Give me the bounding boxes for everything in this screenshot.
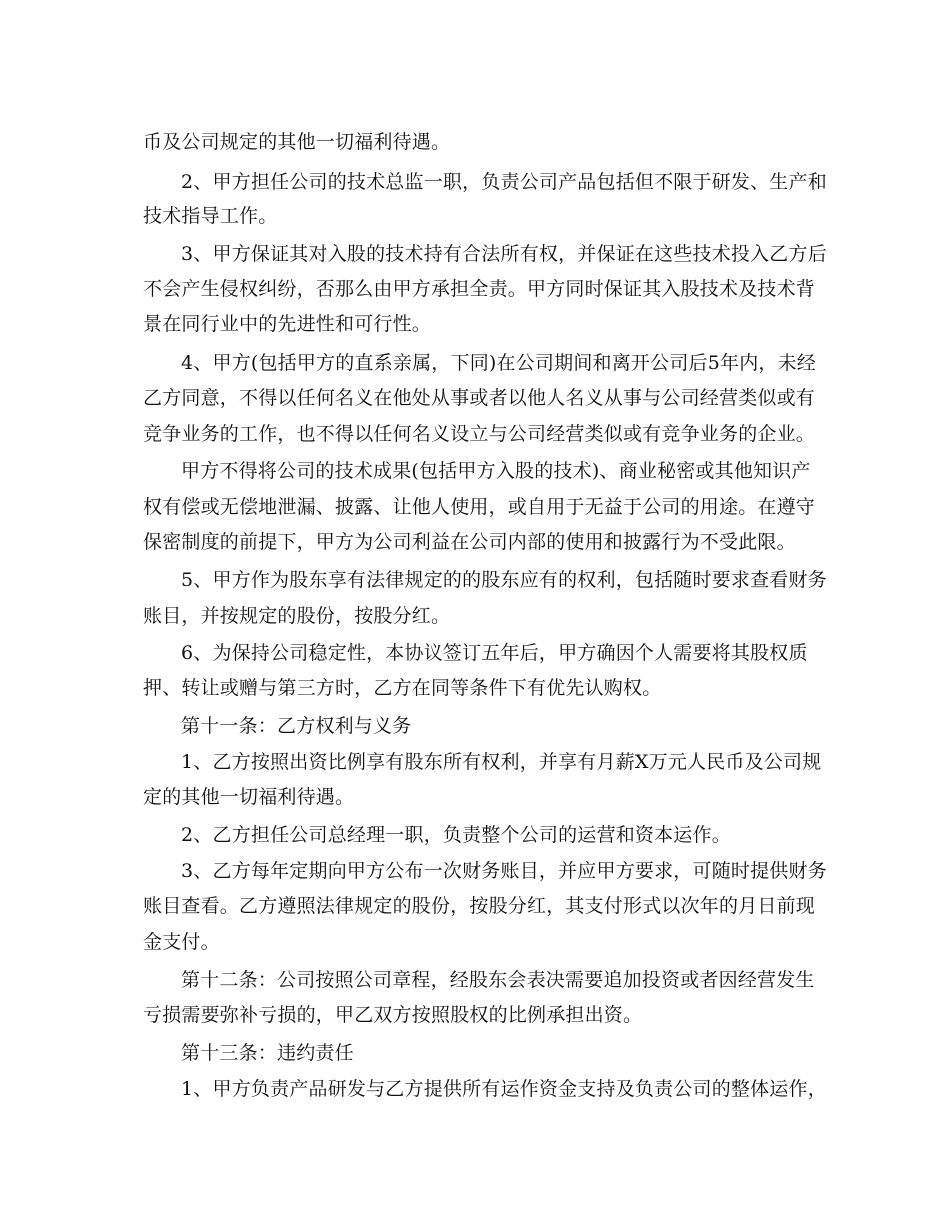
text-line: 币及公司规定的其他一切福利待遇。 bbox=[143, 131, 451, 153]
text-line: 3、乙方每年定期向甲方公布一次财务账目，并应甲方要求，可随时提供财务 bbox=[181, 860, 827, 882]
text-line: 金支付。 bbox=[143, 931, 220, 953]
text-line: 5、甲方作为股东享有法律规定的的股东应有的权利，包括随时要求查看财务 bbox=[181, 569, 827, 591]
text-line: 不会产生侵权纠纷，否那么由甲方承担全责。甲方同时保证其入股技术及技术背 bbox=[143, 278, 816, 300]
text-line: 甲方不得将公司的技术成果(包括甲方入股的技术)、商业秘密或其他知识产 bbox=[181, 460, 811, 482]
text-line: 4、甲方(包括甲方的直系亲属，下同)在公司期间和离开公司后5年内，未经 bbox=[181, 352, 817, 374]
text-line: 乙方同意，不得以任何名义在他处从事或者以他人名义从事与公司经营类似或有 bbox=[143, 387, 816, 409]
text-line: 账目，并按规定的股份，按股分红。 bbox=[143, 605, 451, 627]
text-line: 1、甲方负责产品研发与乙方提供所有运作资金支持及负责公司的整体运作， bbox=[181, 1078, 827, 1100]
text-line: 保密制度的前提下，甲方为公司利益在公司内部的使用和披露行为不受此限。 bbox=[143, 531, 796, 553]
text-line: 2、乙方担任公司总经理一职，负责整个公司的运营和资本运作。 bbox=[181, 824, 731, 846]
text-line: 6、为保持公司稳定性，本协议签订五年后，甲方确因个人需要将其股权质 bbox=[181, 642, 808, 664]
text-line: 定的其他一切福利待遇。 bbox=[143, 786, 355, 808]
section-heading: 第十三条：违约责任 bbox=[181, 1042, 354, 1064]
text-line: 2、甲方担任公司的技术总监一职，负责公司产品包括但不限于研发、生产和 bbox=[181, 171, 827, 193]
text-line: 技术指导工作。 bbox=[143, 205, 278, 227]
section-heading: 第十一条：乙方权利与义务 bbox=[181, 715, 412, 737]
section-heading: 第十二条：公司按照公司章程，经股东会表决需要追加投资或者因经营发生 bbox=[181, 969, 815, 991]
text-line: 亏损需要弥补亏损的，甲乙双方按照股权的比例承担出资。 bbox=[143, 1004, 643, 1026]
text-line: 账目查看。乙方遵照法律规定的股份，按股分红，其支付形式以次年的月日前现 bbox=[143, 895, 816, 917]
text-line: 权有偿或无偿地泄漏、披露、让他人使用，或自用于无益于公司的用途。在遵守 bbox=[143, 496, 816, 518]
text-line: 竞争业务的工作，也不得以任何名义设立与公司经营类似或有竞争业务的企业。 bbox=[143, 423, 816, 445]
text-line: 景在同行业中的先进性和可行性。 bbox=[143, 313, 432, 335]
text-line: 1、乙方按照出资比例享有股东所有权利，并享有月薪X万元人民币及公司规 bbox=[181, 751, 822, 773]
text-line: 3、甲方保证其对入股的技术持有合法所有权，并保证在这些技术投入乙方后 bbox=[181, 243, 827, 265]
text-line: 押、转让或赠与第三方时，乙方在同等条件下有优先认购权。 bbox=[143, 677, 662, 699]
